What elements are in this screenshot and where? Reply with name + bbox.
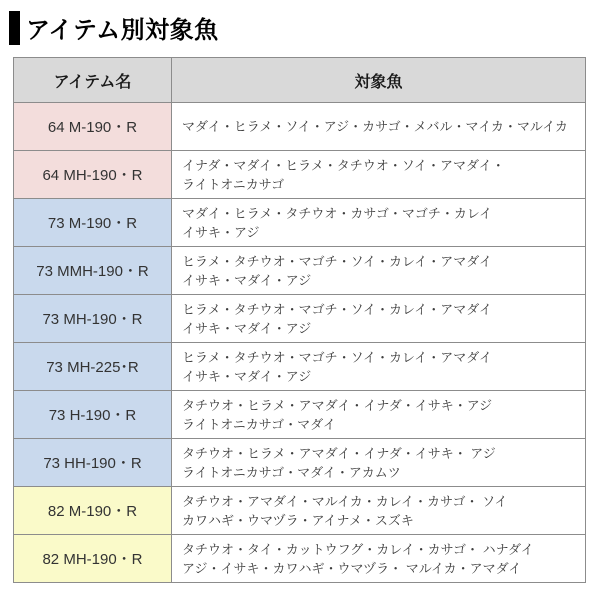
- fish-list-line: マダイ・ヒラメ・ソイ・アジ・カサゴ・メバル・マイカ・マルイカ: [182, 119, 568, 134]
- item-name-cell: 73 MMH-190・R: [14, 247, 172, 295]
- item-name-cell: 73 HH-190・R: [14, 439, 172, 487]
- title-accent-bar: [9, 11, 20, 45]
- table-row: [14, 343, 586, 391]
- target-fish-cell: [172, 199, 586, 247]
- fish-list-line: タチウオ・ヒラメ・アマダイ・イナダ・イサキ・ アジ: [182, 445, 496, 461]
- section-title-row: [9, 10, 600, 45]
- item-name-cell: 64 MH-190・R: [14, 151, 172, 199]
- fish-list-line: カワハギ・ウマヅラ・アイナメ・スズキ: [182, 512, 414, 528]
- target-fish-cell: [172, 343, 586, 391]
- target-fish-cell: [172, 247, 586, 295]
- item-name-cell: 64 M-190・R: [14, 103, 172, 151]
- item-name-cell: 73 M-190・R: [14, 199, 172, 247]
- table-row: [14, 439, 586, 487]
- column-header-item-name: アイテム名: [14, 58, 172, 103]
- target-fish-cell: [172, 487, 586, 535]
- fish-list-line: ライトオニカサゴ・マダイ: [182, 416, 336, 432]
- table-row: [14, 199, 586, 247]
- table-row: [14, 151, 586, 199]
- item-name-cell: 82 M-190・R: [14, 487, 172, 535]
- fish-list-line: アジ・イサキ・カワハギ・ウマヅラ・ マルイカ・アマダイ: [182, 560, 522, 576]
- item-name-cell: 82 MH-190・R: [14, 535, 172, 583]
- fish-list-line: タチウオ・タイ・カットウフグ・カレイ・カサゴ・ ハナダイ: [182, 541, 534, 557]
- item-name-cell: 73 H-190・R: [14, 391, 172, 439]
- fish-list-line: タチウオ・アマダイ・マルイカ・カレイ・カサゴ・ ソイ: [182, 493, 508, 509]
- fish-list-line: ヒラメ・タチウオ・マゴチ・ソイ・カレイ・アマダイ: [182, 301, 493, 317]
- target-fish-cell: [172, 391, 586, 439]
- table-row: [14, 295, 586, 343]
- fish-list-line: イサキ・アジ: [182, 224, 260, 240]
- fish-list-line: ヒラメ・タチウオ・マゴチ・ソイ・カレイ・アマダイ: [182, 349, 493, 365]
- table-row: [14, 103, 586, 151]
- item-name-cell: 73 MH-190・R: [14, 295, 172, 343]
- fish-list-line: イサキ・マダイ・アジ: [182, 368, 312, 384]
- table-row: [14, 487, 586, 535]
- fish-list-line: イナダ・マダイ・ヒラメ・タチウオ・ソイ・アマダイ・: [182, 157, 505, 173]
- fish-list-line: タチウオ・ヒラメ・アマダイ・イナダ・イサキ・アジ: [182, 397, 493, 413]
- table-row: [14, 535, 586, 583]
- target-fish-table: [13, 57, 586, 583]
- column-header-target-fish: 対象魚: [172, 58, 586, 103]
- table-row: [14, 247, 586, 295]
- fish-list-line: ライトオニカサゴ: [182, 176, 285, 192]
- page: [0, 10, 600, 600]
- table-row: [14, 391, 586, 439]
- fish-list-line: イサキ・マダイ・アジ: [182, 272, 312, 288]
- target-fish-cell: [172, 535, 586, 583]
- target-fish-cell: [172, 151, 586, 199]
- target-fish-cell: [172, 439, 586, 487]
- fish-list-line: ヒラメ・タチウオ・マゴチ・ソイ・カレイ・アマダイ: [182, 253, 493, 269]
- fish-list-line: イサキ・マダイ・アジ: [182, 320, 312, 336]
- table-header-row: [14, 58, 586, 103]
- target-fish-cell: [172, 295, 586, 343]
- fish-list-line: マダイ・ヒラメ・タチウオ・カサゴ・マゴチ・カレイ: [182, 205, 493, 221]
- page-title: アイテム別対象魚: [26, 17, 219, 44]
- item-name-cell: 73 MH-225･R: [14, 343, 172, 391]
- target-fish-cell: [172, 103, 586, 151]
- fish-list-line: ライトオニカサゴ・マダイ・アカムツ: [182, 464, 401, 480]
